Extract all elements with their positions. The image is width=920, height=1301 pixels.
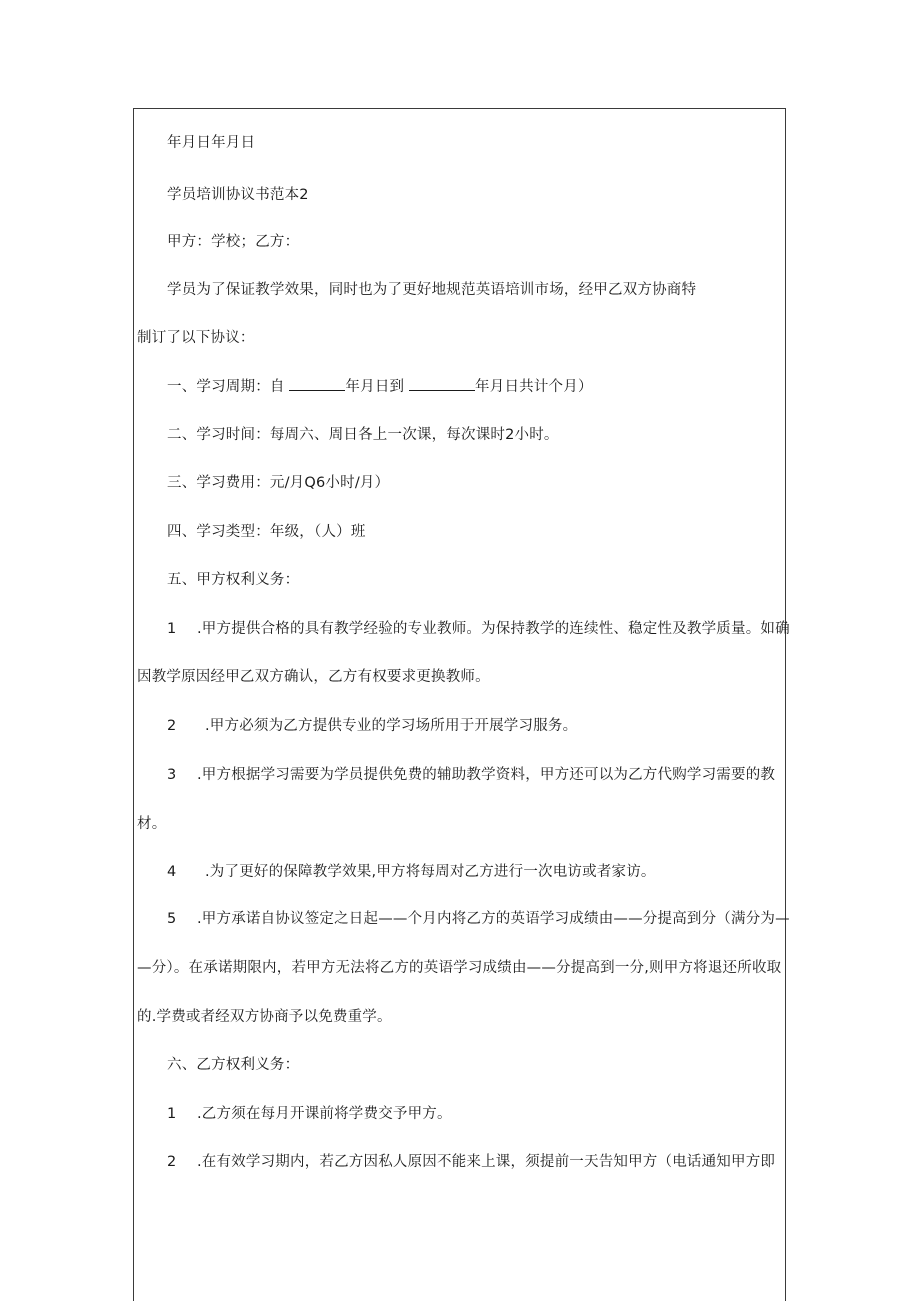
party-b-heading: 六、乙方权利义务： xyxy=(167,1057,300,1073)
a3-number: 3 xyxy=(167,767,177,783)
a4-text-1: .为了更好的保障教学效果,甲方将每周对乙方进行一次电访或者家访。 xyxy=(205,864,656,880)
a5-number: 5 xyxy=(167,911,177,927)
a5-text-3: 的.学费或者经双方协商予以免费重学。 xyxy=(137,1009,392,1025)
party-a-heading: 五、甲方权利义务： xyxy=(167,572,300,588)
a1-text-2: 因教学原因经甲乙双方确认，乙方有权要求更换教师。 xyxy=(137,669,490,685)
b2-text-1: .在有效学习期内，若乙方因私人原因不能来上课，须提前一天告知甲方（电话通知甲方即 xyxy=(197,1154,776,1170)
clause-fee: 三、学习费用：元/月Q6小时/月） xyxy=(167,475,390,491)
a1-text-1: .甲方提供合格的具有教学经验的专业教师。为保持教学的连续性、稳定性及教学质量。如确 xyxy=(197,621,790,637)
a3-text-2: 材。 xyxy=(137,816,167,832)
period-prefix: 一、学习周期：自 xyxy=(167,379,285,395)
period-end-blank xyxy=(409,376,475,391)
period-mid: 年月日到 xyxy=(345,379,405,395)
b2-item xyxy=(167,1152,775,1172)
intro-line-1: 学员为了保证教学效果，同时也为了更好地规范英语培训市场，经甲乙双方协商特 xyxy=(167,282,697,298)
period-suffix: 年月日共计个月） xyxy=(475,379,593,395)
period-start-blank xyxy=(289,376,345,391)
a4-number: 4 xyxy=(167,864,177,880)
parties-line: 甲方：学校；乙方： xyxy=(167,234,300,250)
document-title: 学员培训协议书范本2 xyxy=(167,187,309,203)
a3-item xyxy=(167,765,775,785)
b2-number: 2 xyxy=(167,1154,177,1170)
date-line: 年月日年月日 xyxy=(167,135,256,151)
a3-text-1: .甲方根据学习需要为学员提供免费的辅助教学资料，甲方还可以为乙方代购学习需要的教 xyxy=(197,767,776,783)
a5-text-1: .甲方承诺自协议签定之日起——个月内将乙方的英语学习成绩由——分提高到分（满分为— xyxy=(197,911,790,927)
a2-text-1: .甲方必须为乙方提供专业的学习场所用于开展学习服务。 xyxy=(205,718,578,734)
a1-item xyxy=(167,619,790,639)
clause-time: 二、学习时间：每周六、周日各上一次课，每次课时2小时。 xyxy=(167,427,559,443)
clause-period xyxy=(167,376,593,397)
a5-item xyxy=(167,909,790,929)
a2-number: 2 xyxy=(167,718,177,734)
a1-number: 1 xyxy=(167,621,177,637)
a2-item xyxy=(167,716,577,736)
a4-item xyxy=(167,862,656,882)
b1-item xyxy=(167,1104,452,1124)
b1-number: 1 xyxy=(167,1106,177,1122)
intro-line-2: 制订了以下协议： xyxy=(137,330,255,346)
a5-text-2: —分）。在承诺期限内，若甲方无法将乙方的英语学习成绩由——分提高到一分,则甲方将退还所收取 xyxy=(137,960,782,976)
b1-text-1: .乙方须在每月开课前将学费交予甲方。 xyxy=(197,1106,452,1122)
clause-type: 四、学习类型：年级，（人）班 xyxy=(167,524,366,540)
